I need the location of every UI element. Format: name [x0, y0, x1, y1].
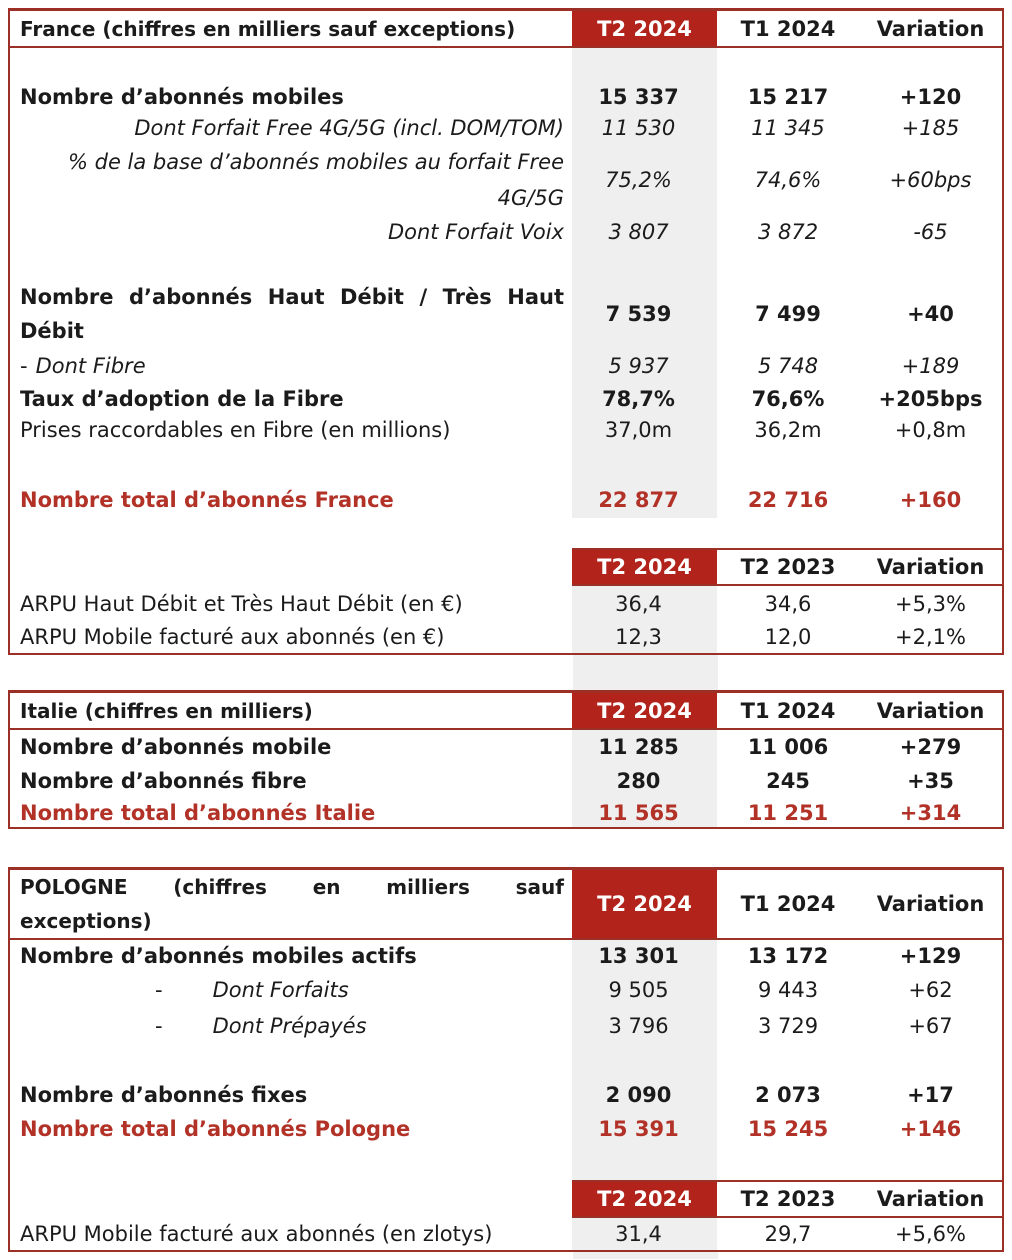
cell-t2: 5 937 — [572, 348, 717, 384]
cell-ref: 34,6 — [764, 591, 812, 616]
cell-variation: +160 — [899, 488, 962, 512]
table-row — [10, 1008, 1002, 1044]
table-row — [10, 280, 1002, 348]
cell-t1: 11 251 — [747, 800, 829, 825]
cell-variation: +40 — [907, 302, 954, 326]
table-pologne-header-row — [10, 870, 1002, 940]
cell-variation: +0,8m — [894, 418, 967, 442]
cell-label: Nombre d’abonnés Haut Débit / Très Haut Débit — [20, 285, 564, 343]
cell-label: ARPU Mobile facturé aux abonnés (en zlotys) — [20, 1222, 493, 1246]
cell-t2: 78,7% — [572, 384, 717, 414]
table-italie — [8, 690, 1004, 829]
cell-variation: +5,3% — [895, 591, 966, 616]
cell-t1: 245 — [766, 769, 810, 793]
cell-t1: 36,2m — [754, 418, 822, 442]
table-row — [10, 1218, 1002, 1250]
column-header-t1-2024: T1 2024 — [740, 698, 836, 723]
cell-label: ARPU Mobile facturé aux abonnés (en €) — [20, 625, 445, 649]
cell-t1: 76,6% — [751, 387, 825, 411]
cell-t1: 13 172 — [747, 944, 829, 968]
cell-t2: 37,0m — [572, 414, 717, 446]
cell-t2: 12,3 — [572, 621, 717, 653]
table-row — [10, 730, 1002, 764]
table-row — [10, 972, 1002, 1008]
column-header-t2-2024: T2 2024 — [572, 693, 717, 728]
cell-t1: 15 217 — [747, 85, 829, 109]
table-row — [10, 144, 1002, 216]
dash: - — [155, 1014, 163, 1038]
column-header-variation: Variation — [876, 1187, 985, 1211]
spacer-row — [10, 48, 1002, 82]
cell-label: Nombre d’abonnés mobiles actifs — [20, 944, 417, 968]
cell-variation: +67 — [908, 1014, 953, 1038]
table-italie-header-row — [10, 693, 1002, 730]
table-row-total-france — [10, 482, 1002, 518]
cell-t1: 15 245 — [747, 1117, 829, 1141]
arpu-header-box — [572, 1180, 1002, 1218]
cell-label: - Dont Prépayés — [155, 1014, 367, 1038]
table-row — [10, 764, 1002, 798]
spacer-row — [10, 446, 1002, 482]
cell-variation: +279 — [899, 735, 962, 759]
cell-label: Nombre total d’abonnés Italie — [20, 800, 376, 825]
table-row — [10, 940, 1002, 972]
column-header-variation: Variation — [876, 555, 985, 579]
column-header-t2-2023: T2 2023 — [740, 555, 836, 579]
cell-variation: +146 — [899, 1117, 962, 1141]
inter-table-gap — [0, 655, 1012, 690]
cell-t2: 3 796 — [572, 1008, 717, 1044]
table-row — [10, 414, 1002, 446]
inter-table-gap — [0, 829, 1012, 867]
cell-t2: 36,4 — [572, 586, 717, 621]
cell-t2: 15 391 — [572, 1112, 717, 1146]
cell-label: Nombre d’abonnés mobile — [20, 735, 332, 759]
cell-t2: 280 — [572, 764, 717, 798]
table-italie-title: Italie (chiffres en milliers) — [20, 698, 313, 723]
table-row — [10, 1078, 1002, 1112]
dash: - — [155, 978, 163, 1002]
cell-variation: +35 — [907, 769, 954, 793]
table-france — [8, 8, 1004, 655]
bottom-gap — [0, 1252, 1012, 1259]
cell-t2: 9 505 — [572, 972, 717, 1008]
cell-label: - Dont Forfaits — [155, 978, 349, 1002]
spacer-row — [10, 1044, 1002, 1078]
table-row — [10, 621, 1002, 653]
cell-variation: +129 — [899, 944, 962, 968]
cell-variation: +185 — [901, 116, 960, 140]
cell-label: Nombre d’abonnés fibre — [20, 769, 307, 793]
cell-t1: 11 006 — [747, 735, 829, 759]
cell-t2: 31,4 — [572, 1218, 717, 1250]
cell-t1: 2 073 — [755, 1083, 821, 1107]
cell-label: Nombre d’abonnés mobiles — [20, 85, 344, 109]
table-france-header-row — [10, 11, 1002, 48]
cell-ref: 12,0 — [764, 625, 812, 649]
table-pologne — [8, 867, 1004, 1252]
cell-t2: 3 807 — [572, 216, 717, 248]
column-header-variation: Variation — [876, 892, 985, 916]
cell-variation: +2,1% — [895, 625, 966, 649]
cell-t1: 3 729 — [757, 1014, 819, 1038]
cell-label: Nombre total d’abonnés Pologne — [20, 1117, 411, 1141]
cell-t2: 15 337 — [572, 82, 717, 112]
spacer-row — [10, 248, 1002, 280]
cell-t1: 9 443 — [757, 978, 819, 1002]
column-header-t2-2024: T2 2024 — [572, 550, 717, 584]
spacer-row — [10, 518, 1002, 548]
table-row — [10, 348, 1002, 384]
column-header-t1-2024: T1 2024 — [740, 892, 836, 916]
arpu-header-row-france — [10, 548, 1002, 586]
cell-t1: 5 748 — [757, 354, 819, 378]
table-row — [10, 586, 1002, 621]
cell-variation: +5,6% — [895, 1222, 966, 1246]
arpu-header-box — [572, 548, 1002, 586]
column-header-t2-2023: T2 2023 — [740, 1187, 836, 1211]
cell-label: Prises raccordables en Fibre (en millions) — [20, 418, 451, 442]
cell-label: Taux d’adoption de la Fibre — [20, 387, 344, 411]
cell-variation: +120 — [899, 85, 962, 109]
arpu-header-row-pologne — [10, 1180, 1002, 1218]
column-header-t1-2024: T1 2024 — [740, 16, 836, 41]
table-row — [10, 112, 1002, 144]
column-header-variation: Variation — [876, 698, 985, 723]
cell-variation: +60bps — [889, 168, 972, 192]
cell-variation: +314 — [899, 800, 962, 825]
cell-label: ARPU Haut Débit et Très Haut Débit (en €) — [20, 591, 463, 616]
cell-t2: 11 565 — [572, 798, 717, 827]
cell-variation: +62 — [908, 978, 953, 1002]
cell-variation: +189 — [901, 354, 960, 378]
cell-t2: 11 530 — [572, 112, 717, 144]
cell-variation: +17 — [907, 1083, 954, 1107]
dash: - — [20, 354, 28, 378]
cell-t1: 22 716 — [747, 488, 829, 512]
column-header-t2-2024: T2 2024 — [572, 1182, 717, 1216]
cell-ref: 29,7 — [764, 1222, 812, 1246]
cell-label: Dont Forfait Voix — [387, 220, 564, 244]
cell-label: - Dont Fibre — [20, 354, 146, 378]
spacer-row — [10, 1146, 1002, 1180]
shaded-column-band — [573, 655, 718, 690]
cell-label: Dont Forfait Free 4G/5G (incl. DOM/TOM) — [134, 116, 564, 140]
cell-t2: 75,2% — [572, 144, 717, 216]
cell-t1: 7 499 — [755, 302, 821, 326]
column-header-t2-2024: T2 2024 — [572, 11, 717, 46]
cell-variation: +205bps — [878, 387, 983, 411]
cell-label: Nombre total d’abonnés France — [20, 488, 394, 512]
table-row-total-italie — [10, 798, 1002, 827]
cell-label: Nombre d’abonnés fixes — [20, 1083, 308, 1107]
column-header-t2-2024: T2 2024 — [572, 870, 717, 938]
table-france-title: France (chiffres en milliers sauf exceptions) — [20, 16, 516, 41]
table-row — [10, 82, 1002, 112]
table-row-total-pologne — [10, 1112, 1002, 1146]
table-row — [10, 384, 1002, 414]
cell-t1: 11 345 — [751, 116, 825, 140]
table-pologne-title: POLOGNE (chiffres en milliers sauf exceptions) — [20, 875, 564, 933]
cell-variation: -65 — [913, 220, 948, 244]
cell-t2: 22 877 — [572, 482, 717, 518]
cell-t1: 74,6% — [754, 168, 822, 192]
cell-t1: 3 872 — [757, 220, 819, 244]
cell-t2: 2 090 — [572, 1078, 717, 1112]
cell-t2: 11 285 — [572, 730, 717, 764]
cell-t2: 13 301 — [572, 940, 717, 972]
column-header-variation: Variation — [876, 16, 985, 41]
cell-label: % de la base d’abonnés mobiles au forfait Free 4G/5G — [67, 150, 564, 210]
shaded-column-band — [573, 1252, 718, 1259]
table-row — [10, 216, 1002, 248]
cell-t2: 7 539 — [572, 280, 717, 348]
